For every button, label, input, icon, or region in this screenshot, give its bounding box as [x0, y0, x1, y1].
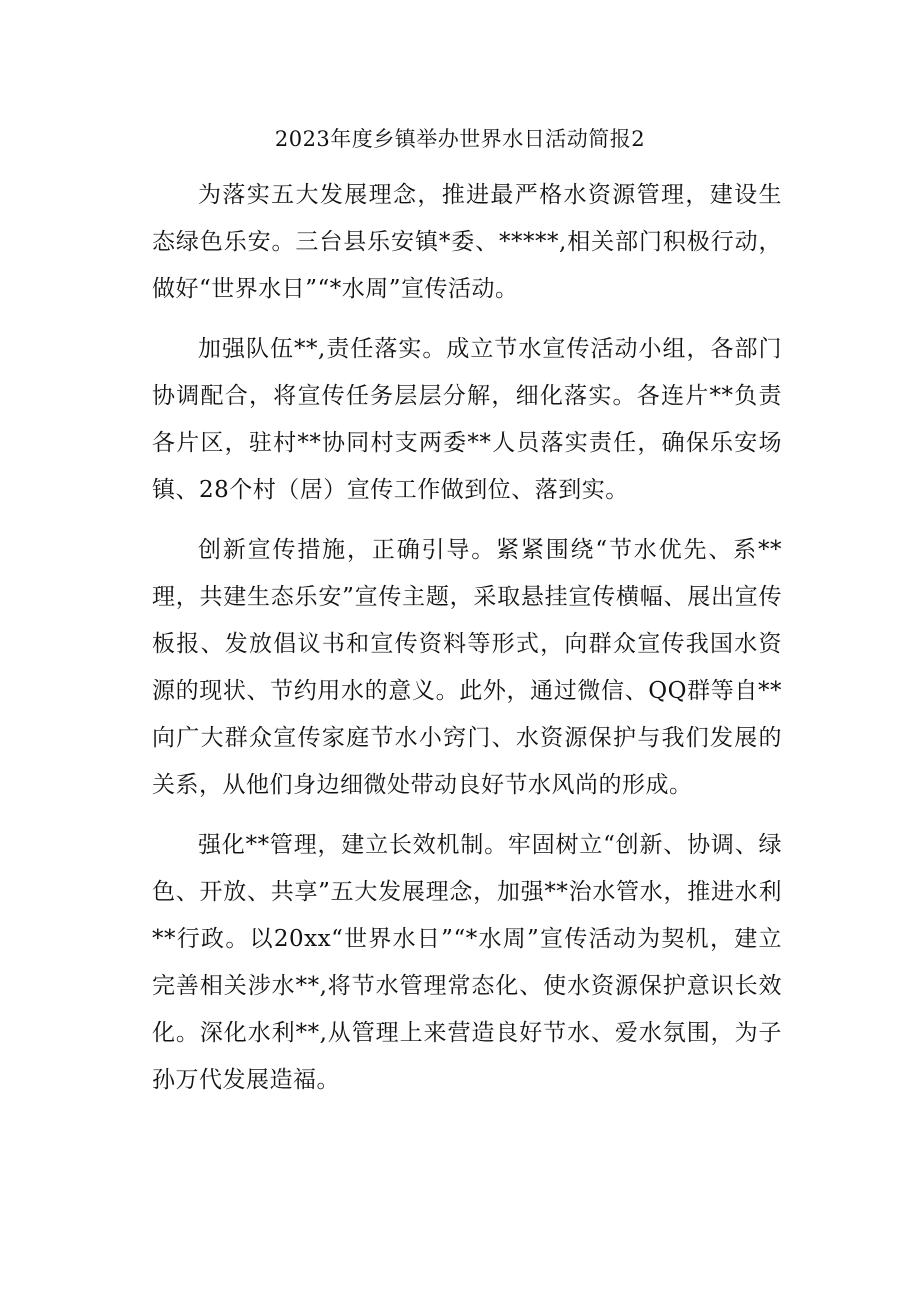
paragraph-team-responsibility: 加强队伍**,责任落实。成立节水宣传活动小组，各部门协调配合，将宣传任务层层分解，细化落实。各连片**负责各片区，驻村**协同村支两委**人员落实责任，确保乐安场镇、28个村（居）宣传工作做到位、落到实。 — [152, 336, 782, 503]
paragraph-long-term-mechanism: 强化**管理，建立长效机制。牢固树立“创新、协调、绿色、开放、共享”五大发展理念，加强**治水管水，推进水利**行政。以20xx“世界水日”“*水周”宣传活动为契机，建立完善相关涉水**,将节水管理常态化、使水资源保护意识长效化。深化水利**,从管理上来营造良好节水、爱水氛围，为子孙万代发展造福。 — [152, 832, 782, 1093]
paragraph-publicity-measures: 创新宣传措施，正确引导。紧紧围绕“节水优先、系**理，共建生态乐安”宣传主题，采取悬挂宣传横幅、展出宣传板报、发放倡议书和宣传资料等形式，向群众宣传我国水资源的现状、节约用水的意义。此外，通过微信、QQ群等自**向广大群众宣传家庭节水小窍门、水资源保护与我们发展的关系，从他们身边细微处带动良好节水风尚的形成。 — [152, 537, 782, 798]
document-title: 2023年度乡镇举办世界水日活动简报2 — [274, 127, 646, 151]
paragraph-intro: 为落实五大发展理念，推进最严格水资源管理，建设生态绿色乐安。三台县乐安镇*委、*****,相关部门积极行动，做好“世界水日”“*水周”宣传活动。 — [152, 182, 782, 302]
document-body — [152, 172, 782, 1117]
